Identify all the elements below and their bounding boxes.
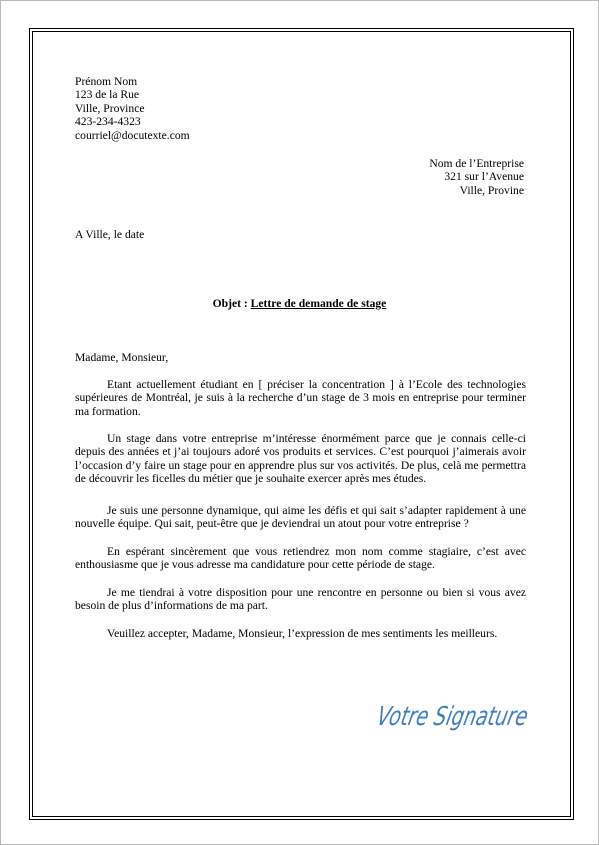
- subject-label: Objet :: [212, 297, 248, 310]
- sender-phone: 423-234-4323: [75, 115, 141, 129]
- letter-paragraph: Veuillez accepter, Madame, Monsieur, l’expression de mes sentiments les meilleurs.: [107, 627, 498, 640]
- signature-text: Votre Signature: [374, 702, 584, 732]
- place-date: A Ville, le date: [75, 228, 145, 241]
- letter-paragraph: Je me tiendrai à votre disposition pour une rencontre en personne ou bien si vous avez besoin de plus d’informations de ma part.: [75, 586, 526, 613]
- subject-line: [1, 297, 598, 310]
- letter-paragraph: Je suis une personne dynamique, qui aime les défis et qui sait s’adapter rapidement à une nouvelle équipe. Qui sait, peut-être que je deviendrai un atout pour votre entreprise ?: [75, 504, 526, 531]
- signature: [371, 691, 584, 739]
- recipient-street: 321 sur l’Avenue: [444, 170, 524, 184]
- sender-address-block: [75, 75, 190, 142]
- subject-value: Lettre de demande de stage: [250, 297, 387, 310]
- recipient-city: Ville, Provine: [459, 183, 524, 197]
- recipient-company: Nom de l’Entreprise: [429, 157, 524, 170]
- sender-city: Ville, Province: [75, 101, 145, 115]
- letter-paragraph: En espérant sincèrement que vous retiendrez mon nom comme stagiaire, c’est avec enthousiasme que je vous adresse ma candidature pour cette période de stage.: [75, 545, 526, 572]
- recipient-address-block: [429, 157, 524, 197]
- letter-paragraph: Etant actuellement étudiant en [ préciser la concentration ] à l’Ecole des technologies supérieures de Montréal, je suis à la recherche d’un stage de 3 mois en entreprise pour terminer ma formation.: [75, 378, 526, 418]
- salutation: Madame, Monsieur,: [75, 351, 169, 364]
- sender-email: courriel@docutexte.com: [75, 128, 190, 142]
- sender-name: Prénom Nom: [75, 75, 138, 88]
- letter-paragraph: Un stage dans votre entreprise m’intéresse énormément parce que je connais celle-ci depuis des années et j’ai toujours adoré vos produits et services. C’est pourquoi j’aimerais avoir l’occasion d’y faire un stage pour en apprendre plus sur vos activités. De plus, celà me permettra de découvrir les ficelles du métier que je souhaite exercer après mes études.: [75, 432, 526, 486]
- sender-street: 123 de la Rue: [75, 88, 140, 102]
